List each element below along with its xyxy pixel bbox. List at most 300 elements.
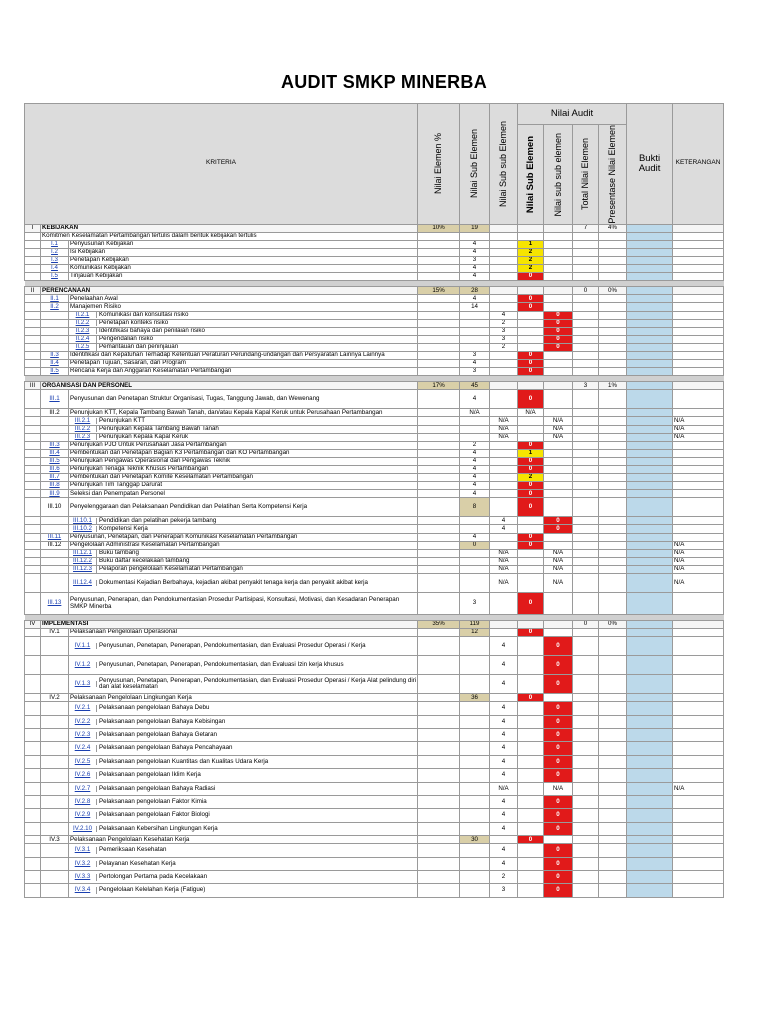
criteria-text: Penyusunan Kebijakan [69,240,418,248]
criteria-code: IV.2 [41,694,69,702]
nilai-sub-sub-elemen [490,382,518,390]
presentase-nilai [599,857,627,870]
total-nilai-elemen [573,857,599,870]
nilai-elemen-pct [418,694,460,702]
sub-criteria-cell [69,822,418,835]
presentase-nilai [599,498,627,517]
bukti-audit [627,303,673,311]
nilai-elemen-pct [418,360,460,368]
audit-sub-elemen [518,232,544,240]
sub-criteria-row [25,884,724,897]
sub-criteria-row [25,311,724,319]
audit-sub-sub-elemen [544,256,573,264]
audit-sub-elemen: 0 [518,629,544,637]
audit-sub-sub-elemen [544,466,573,474]
audit-sub-elemen [518,822,544,835]
criteria-row [25,533,724,541]
sub-criteria-code: II.2.1 [69,312,97,319]
sub-criteria-row [25,574,724,593]
sub-criteria-code: II.2.4 [69,336,97,343]
total-nilai-elemen [573,327,599,335]
criteria-row [25,498,724,517]
bukti-audit [627,273,673,281]
criteria-code: III.6 [41,466,69,474]
nilai-elemen-pct [418,715,460,728]
nilai-sub-elemen: N/A [460,409,490,417]
nilai-sub-elemen [460,425,490,433]
nilai-sub-sub-elemen: 4 [490,844,518,857]
audit-sub-elemen [518,319,544,327]
nilai-sub-sub-elemen: 4 [490,742,518,755]
header-kriteria: KRITERIA [25,104,418,225]
section-row [25,621,724,629]
audit-sub-elemen [518,311,544,319]
nilai-sub-sub-elemen: N/A [490,557,518,565]
sub-criteria-text: Pelaksanaan pengelolaan Faktor Biologi [99,811,210,819]
nilai-elemen-pct [418,525,460,533]
presentase-nilai [599,525,627,533]
criteria-code: I.5 [41,273,69,281]
criteria-code: II.5 [41,368,69,376]
row-marker [25,240,41,248]
audit-sub-sub-elemen [544,390,573,409]
bukti-audit [627,694,673,702]
nilai-sub-elemen [460,311,490,319]
nilai-sub-sub-elemen [490,498,518,517]
nilai-sub-elemen: 4 [460,295,490,303]
sub-criteria-text: Pengelolaan Kelelahan Kerja (Fatigue) [99,886,206,894]
sub-criteria-row [25,769,724,782]
nilai-elemen-pct [418,425,460,433]
keterangan [673,533,724,541]
nilai-sub-elemen [460,715,490,728]
audit-sub-elemen: 0 [518,273,544,281]
keterangan [673,360,724,368]
indent-cell [41,729,69,742]
indent-cell [41,857,69,870]
audit-sub-elemen [518,755,544,768]
section-number: IV [25,621,41,629]
bukti-audit [627,295,673,303]
criteria-text: Manajemen Risiko [69,303,418,311]
keterangan [673,836,724,844]
audit-sub-elemen [518,715,544,728]
sub-criteria-text: Kompetensi Kerja [99,524,148,532]
nilai-elemen-pct [418,541,460,549]
nilai-elemen-pct [418,474,460,482]
nilai-elemen-pct [418,742,460,755]
bukti-audit [627,433,673,441]
nilai-sub-elemen [460,565,490,573]
indent-cell [41,417,69,425]
criteria-row [25,390,724,409]
sub-criteria-cell [69,656,418,675]
presentase-nilai [599,629,627,637]
sub-criteria-code: III.12.3 [69,566,97,573]
keterangan [673,702,724,715]
sub-criteria-row [25,319,724,327]
nilai-sub-sub-elemen: 4 [490,702,518,715]
total-nilai-elemen [573,368,599,376]
sub-criteria-code: IV.2.10 [69,826,97,833]
nilai-elemen-pct: 35% [418,621,460,629]
total-nilai-elemen [573,836,599,844]
bukti-audit [627,240,673,248]
nilai-elemen-pct [418,574,460,593]
audit-sub-sub-elemen: N/A [544,574,573,593]
audit-sub-sub-elemen: 0 [544,796,573,809]
criteria-text: Pelaksanaan Pengelolaan Operasional [69,629,418,637]
total-nilai-elemen [573,525,599,533]
sub-criteria-row [25,557,724,565]
nilai-elemen-pct [418,457,460,465]
row-marker [25,417,41,425]
sub-criteria-text: Identifikasi bahaya dan penilaian risiko [99,327,205,334]
keterangan [673,287,724,295]
sub-criteria-code: III.2.2 [69,426,97,433]
header-nilai-sub-sub-elemen: Nilai Sub sub Elemen [490,104,518,225]
section-row [25,287,724,295]
indent-cell [41,822,69,835]
bukti-audit [627,319,673,327]
presentase-nilai [599,433,627,441]
bukti-audit [627,533,673,541]
row-marker [25,844,41,857]
sub-criteria-code: III.2.3 [69,434,97,441]
sub-criteria-text: Pelaksanaan pengelolaan Bahaya Radiasi [99,784,216,792]
sub-criteria-row [25,809,724,822]
nilai-elemen-pct [418,343,460,351]
nilai-sub-sub-elemen [490,474,518,482]
sub-criteria-code: III.12.4 [69,580,97,587]
keterangan [673,755,724,768]
criteria-text: Penyusunan, Penetapan, dan Penerapan Komunikasi Keselamatan Pertambangan [69,533,418,541]
audit-sub-sub-elemen: 0 [544,755,573,768]
keterangan [673,368,724,376]
sub-criteria-cell [69,782,418,795]
sub-criteria-cell [69,574,418,593]
keterangan [673,844,724,857]
bukti-audit [627,517,673,525]
nilai-sub-sub-elemen: N/A [490,425,518,433]
nilai-sub-sub-elemen: 4 [490,769,518,782]
sub-criteria-row [25,702,724,715]
bukti-audit [627,351,673,359]
total-nilai-elemen: 7 [573,224,599,232]
nilai-sub-sub-elemen: 3 [490,335,518,343]
nilai-sub-sub-elemen: N/A [490,433,518,441]
nilai-sub-sub-elemen: 4 [490,675,518,694]
nilai-elemen-pct [418,303,460,311]
indent-cell [41,742,69,755]
audit-sub-sub-elemen: N/A [544,433,573,441]
keterangan [673,675,724,694]
sub-criteria-code: IV.2.7 [69,786,97,793]
nilai-sub-elemen [460,525,490,533]
nilai-sub-sub-elemen [490,593,518,615]
audit-sub-sub-elemen: 0 [544,857,573,870]
keterangan [673,769,724,782]
bukti-audit [627,425,673,433]
sub-criteria-text: Buku daftar kecelakaan tambang [99,557,190,565]
nilai-sub-elemen: 45 [460,382,490,390]
indent-cell [41,871,69,884]
sub-criteria-text: Pelaksanaan pengelolaan Bahaya Debu [99,704,210,712]
section-row [25,224,724,232]
nilai-sub-sub-elemen: 4 [490,656,518,675]
row-marker [25,409,41,417]
row-marker [25,884,41,897]
header-nilai-audit: Nilai Audit [518,104,627,125]
audit-sub-elemen [518,433,544,441]
keterangan [673,256,724,264]
audit-sub-sub-elemen [544,541,573,549]
sub-criteria-row [25,425,724,433]
total-nilai-elemen [573,574,599,593]
sub-criteria-code: IV.2.3 [69,732,97,739]
total-nilai-elemen [573,769,599,782]
presentase-nilai [599,360,627,368]
total-nilai-elemen [573,343,599,351]
sub-criteria-text: Penunjukan KTT [99,416,146,424]
sub-criteria-text: Pelaksanaan pengelolaan Iklim Kerja [99,771,201,779]
bukti-audit [627,368,673,376]
keterangan [673,224,724,232]
row-marker [25,433,41,441]
sub-criteria-cell [69,517,418,525]
audit-sub-elemen: 0 [518,457,544,465]
sub-criteria-cell [69,319,418,327]
row-marker [25,232,41,240]
presentase-nilai [599,311,627,319]
nilai-sub-elemen: 0 [460,541,490,549]
criteria-row [25,449,724,457]
criteria-text: Penunjukan Tenaga Teknik Khusus Pertambangan [69,466,418,474]
criteria-text: Tinjauan Kebijakan [69,273,418,281]
indent-cell [41,769,69,782]
bukti-audit [627,335,673,343]
bukti-audit [627,871,673,884]
total-nilai-elemen [573,796,599,809]
nilai-elemen-pct: 10% [418,224,460,232]
row-marker [25,490,41,498]
presentase-nilai: 0% [599,287,627,295]
sub-criteria-code: IV.3.3 [69,874,97,881]
row-marker [25,360,41,368]
bukti-audit [627,390,673,409]
row-marker [25,303,41,311]
sub-criteria-code: IV.2.1 [69,705,97,712]
nilai-sub-elemen [460,755,490,768]
audit-sub-elemen: 1 [518,449,544,457]
audit-sub-elemen [518,809,544,822]
sub-criteria-text: Penyusunan, Penetapan, Penerapan, Pendokumentasian, dan Evaluasi Prosedur Operasi / Kerja [99,641,366,649]
audit-sub-sub-elemen: N/A [544,557,573,565]
nilai-sub-sub-elemen: 4 [490,809,518,822]
total-nilai-elemen [573,844,599,857]
page-title: AUDIT SMKP MINERBA [280,72,488,92]
nilai-sub-sub-elemen: N/A [490,549,518,557]
keterangan [673,729,724,742]
audit-sub-sub-elemen [544,287,573,295]
nilai-sub-elemen: 4 [460,533,490,541]
sub-criteria-text: Pemeriksaan Kesehatan [99,846,167,854]
sub-criteria-row [25,637,724,656]
nilai-elemen-pct [418,441,460,449]
nilai-sub-sub-elemen [490,533,518,541]
audit-sub-sub-elemen: 0 [544,311,573,319]
criteria-row [25,836,724,844]
indent-cell [41,525,69,533]
nilai-elemen-pct [418,836,460,844]
presentase-nilai [599,549,627,557]
sub-criteria-cell [69,425,418,433]
row-marker [25,593,41,615]
total-nilai-elemen [573,490,599,498]
nilai-elemen-pct [418,327,460,335]
header-audit-nilai-sub-sub-elemen: Nilai sub sub elemen [544,125,573,225]
indent-cell [41,319,69,327]
total-nilai-elemen [573,303,599,311]
nilai-elemen-pct [418,240,460,248]
row-marker [25,541,41,549]
sub-criteria-cell [69,335,418,343]
section-label: ORGANISASI DAN PERSONEL [41,382,418,390]
presentase-nilai [599,232,627,240]
row-marker [25,311,41,319]
keterangan [673,715,724,728]
indent-cell [41,715,69,728]
audit-sub-elemen: 0 [518,482,544,490]
header-nilai-sub-elemen: Nilai Sub Elemen [460,104,490,225]
audit-sub-elemen [518,702,544,715]
audit-sub-sub-elemen [544,303,573,311]
row-marker [25,857,41,870]
nilai-sub-elemen [460,675,490,694]
row-marker [25,796,41,809]
audit-sub-elemen [518,382,544,390]
audit-sub-elemen [518,335,544,343]
row-marker [25,525,41,533]
nilai-sub-sub-elemen [490,629,518,637]
audit-sub-elemen: 0 [518,466,544,474]
bukti-audit [627,466,673,474]
sub-criteria-text: Penyusunan, Penetapan, Penerapan, Pendokumentasian, dan Evaluasi Izin kerja khusus [99,660,344,668]
nilai-elemen-pct [418,295,460,303]
sub-criteria-cell [69,769,418,782]
bukti-audit [627,541,673,549]
indent-cell [41,884,69,897]
row-marker [25,425,41,433]
keterangan: N/A [673,574,724,593]
audit-sub-elemen: 0 [518,295,544,303]
nilai-sub-elemen: 4 [460,457,490,465]
criteria-text: Identifikasi dan Kepatuhan Terhadap Ketentuan Peraturan Perundang-undangan dan Persyaratan Lainnya Lainnya [69,351,418,359]
nilai-elemen-pct [418,629,460,637]
bukti-audit [627,441,673,449]
nilai-sub-elemen: 19 [460,224,490,232]
sub-criteria-row [25,742,724,755]
presentase-nilai [599,449,627,457]
keterangan [673,593,724,615]
indent-cell [41,809,69,822]
header-bukti-audit: Bukti Audit [627,104,673,225]
row-marker [25,742,41,755]
audit-sub-sub-elemen [544,295,573,303]
nilai-sub-elemen [460,557,490,565]
criteria-text: Pelaksanaan Pengelolaan Kesehatan Kerja [69,836,418,844]
nilai-sub-elemen: 119 [460,621,490,629]
criteria-code: III.11 [41,533,69,541]
sub-criteria-text: Pelaksanaan pengelolaan Bahaya Getaran [99,731,217,739]
criteria-row [25,482,724,490]
sub-criteria-code: IV.1.1 [69,643,97,650]
row-marker [25,295,41,303]
header-nilai-elemen-pct: Nilai Elemen % [418,104,460,225]
total-nilai-elemen [573,884,599,897]
audit-sub-elemen [518,796,544,809]
audit-sub-elemen: 0 [518,541,544,549]
sub-criteria-row [25,417,724,425]
nilai-sub-elemen [460,574,490,593]
nilai-sub-sub-elemen [490,232,518,240]
sub-criteria-code: IV.3.2 [69,861,97,868]
row-marker [25,335,41,343]
row-marker [25,755,41,768]
keterangan [673,498,724,517]
sub-criteria-cell [69,702,418,715]
bukti-audit [627,343,673,351]
audit-sub-elemen [518,417,544,425]
nilai-sub-elemen: 28 [460,287,490,295]
presentase-nilai: 0% [599,621,627,629]
presentase-nilai [599,871,627,884]
total-nilai-elemen: 0 [573,621,599,629]
header-presentase: Presentase Nilai Elemen [599,125,627,225]
audit-sub-elemen [518,769,544,782]
audit-sub-sub-elemen: 0 [544,715,573,728]
indent-cell [41,311,69,319]
nilai-elemen-pct: 15% [418,287,460,295]
keterangan [673,871,724,884]
total-nilai-elemen [573,517,599,525]
criteria-text: Pengelolaan Administrasi Keselamatan Pertambangan [69,541,418,549]
criteria-row [25,265,724,273]
sub-criteria-code: III.12.1 [69,550,97,557]
keterangan [673,273,724,281]
audit-sub-sub-elemen [544,533,573,541]
audit-sub-sub-elemen: 0 [544,809,573,822]
total-nilai-elemen [573,637,599,656]
keterangan: N/A [673,425,724,433]
sub-criteria-text: Pelaksanaan pengelolaan Faktor Kimia [99,797,207,805]
presentase-nilai [599,343,627,351]
audit-sub-elemen [518,675,544,694]
row-marker [25,498,41,517]
sub-criteria-code: III.10.2 [69,526,97,533]
row-marker [25,557,41,565]
criteria-text: Rencana Kerja dan Anggaran Keselamatan Pertambangan [69,368,418,376]
keterangan [673,742,724,755]
audit-sub-elemen [518,656,544,675]
sub-criteria-row [25,549,724,557]
presentase-nilai [599,637,627,656]
nilai-sub-elemen [460,417,490,425]
total-nilai-elemen [573,541,599,549]
indent-cell [41,755,69,768]
total-nilai-elemen [573,335,599,343]
nilai-elemen-pct [418,729,460,742]
